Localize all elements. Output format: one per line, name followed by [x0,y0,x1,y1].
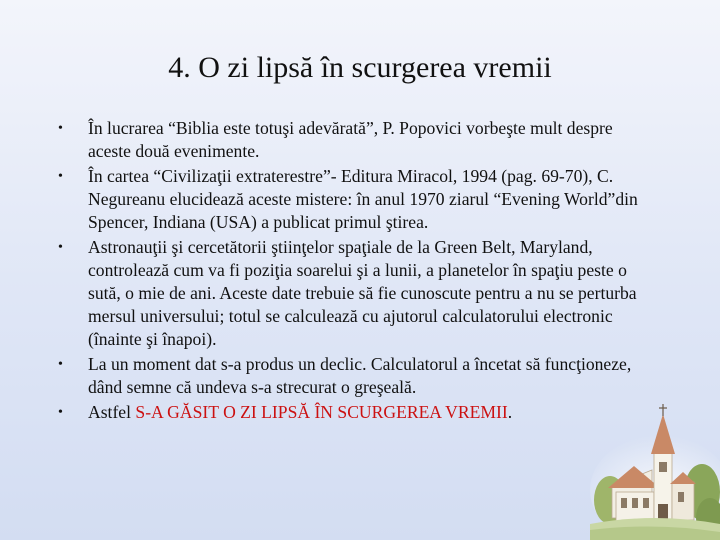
bullet-list [58,117,638,426]
bullet-dot-icon: • [58,121,63,136]
slide-title: 4. O zi lipsă în scurgerea vremii [168,51,552,84]
bullet-item [58,165,638,234]
bullet-text: Astfel [88,402,136,422]
bullet-dot-icon: • [58,240,63,255]
bullet-item [58,353,638,399]
bullet-suffix: . [507,402,513,422]
bullet-item [58,401,638,424]
bullet-dot-icon: • [58,357,63,372]
bullet-text: În lucrarea “Biblia este totuşi adevărată”, P. Popovici vorbeşte mult despre aceste două evenimente. [88,118,613,161]
bullet-text: La un moment dat s-a produs un declic. Calculatorul a încetat să funcţioneze, dând semne că undeva s-a strecurat o greşeală. [88,354,632,397]
bullet-item [58,117,638,163]
church-icon [590,400,720,540]
bullet-dot-icon: • [58,169,63,184]
bullet-text: În cartea “Civilizaţii extraterestre”- Editura Miracol, 1994 (pag. 69-70), C. Negureanu elucidează aceste mistere: în anul 1970 ziarul “Evening World”din Spencer, Indiana (USA) a publicat primul ştirea. [88,166,638,232]
bullet-dot-icon: • [58,405,63,420]
highlight-text: S-A GĂSIT O ZI LIPSĂ ÎN SCURGEREA VREMII [135,402,508,422]
bullet-item [58,236,638,351]
bullet-text: Astronauţii şi cercetătorii ştiinţelor spaţiale de la Green Belt, Maryland, controlează cum va fi poziţia soarelui şi a lunii, a planetelor în spaţiu peste o sută, o mie de ani. Aceste date trebuie să fie cunoscute pentru a nu se perturba mersul universului; totul se calculează cu ajutorul calculatorului electronic (înainte şi înapoi). [88,237,637,349]
